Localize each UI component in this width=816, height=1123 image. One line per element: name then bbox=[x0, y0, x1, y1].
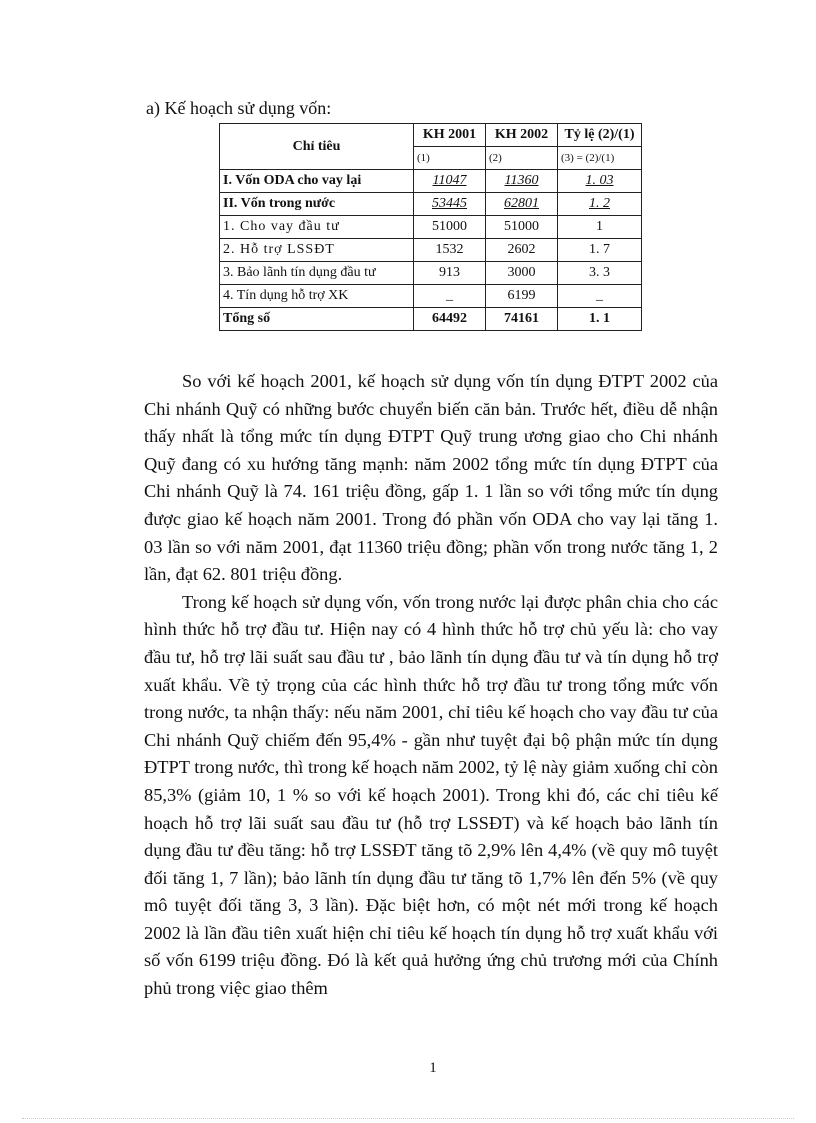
row-ratio: 3. 3 bbox=[558, 262, 642, 285]
row-kh2002: 74161 bbox=[486, 308, 558, 331]
row-label: 3. Bảo lãnh tín dụng đầu tư bbox=[220, 262, 414, 285]
row-label: II. Vốn trong nước bbox=[220, 193, 414, 216]
row-kh2001: 913 bbox=[414, 262, 486, 285]
table-header-row bbox=[220, 124, 642, 147]
subheader-ratio: (3) = (2)/(1) bbox=[558, 147, 642, 170]
row-kh2001: 51000 bbox=[414, 216, 486, 239]
page-number: 1 bbox=[429, 1060, 437, 1076]
row-kh2002: 6199 bbox=[486, 285, 558, 308]
row-kh2001: 64492 bbox=[414, 308, 486, 331]
row-ratio: _ bbox=[558, 285, 642, 308]
row-kh2002: 51000 bbox=[486, 216, 558, 239]
row-ratio: 1. 1 bbox=[558, 308, 642, 331]
row-label: I. Vốn ODA cho vay lại bbox=[220, 170, 414, 193]
paragraph: So với kế hoạch 2001, kế hoạch sử dụng vốn tín dụng ĐTPT 2002 của Chi nhánh Quỹ có những bước chuyển biến căn bản. Trước hết, điều dễ nhận thấy nhất là tổng mức tín dụng ĐTPT Quỹ trung ương giao cho Chi nhánh Quỹ đang có xu hướng tăng mạnh: năm 2002 tổng mức tín dụng ĐTPT của Chi nhánh Quỹ là 74. 161 triệu đồng, gấp 1. 1 lần so với tổng mức tín dụng được giao kế hoạch năm 2001. Trong đó phần vốn ODA cho vay lại tăng 1. 03 lần so với năm 2001, đạt 11360 triệu đồng; phần vốn trong nước tăng 1, 2 lần, đạt 62. 801 triệu đồng. bbox=[144, 371, 718, 585]
header-indicator: Chỉ tiêu bbox=[220, 124, 414, 170]
header-ratio: Tỷ lệ (2)/(1) bbox=[558, 124, 642, 147]
table-row bbox=[220, 285, 642, 308]
table-total-row bbox=[220, 308, 642, 331]
row-label: 1. Cho vay đầu tư bbox=[220, 216, 414, 239]
header-kh2001: KH 2001 bbox=[414, 124, 486, 147]
capital-plan-table bbox=[219, 123, 642, 331]
paragraph: Trong kế hoạch sử dụng vốn, vốn trong nước lại được phân chia cho các hình thức hỗ trợ đầu tư. Hiện nay có 4 hình thức hỗ trợ chủ yếu là: cho vay đầu tư, hỗ trợ lãi suất sau đầu tư , bảo lãnh tín dụng đầu tư và tín dụng hỗ trợ xuất khẩu. Về tỷ trọng của các hình thức hỗ trợ đầu tư trong tổng mức vốn trong nước, ta nhận thấy: nếu năm 2001, chỉ tiêu kế hoạch cho vay đầu tư của Chi nhánh Quỹ chiếm đến 95,4% - gần như tuyệt đại bộ phận mức tín dụng ĐTPT trong nước, thì trong kế hoạch năm 2002, tỷ lệ này giảm xuống chỉ còn 85,3% (giảm 10, 1 % so với kế hoạch 2001). Trong khi đó, các chỉ tiêu kế hoạch hỗ trợ lãi suất sau đầu tư (hỗ trợ LSSĐT) và kế hoạch bảo lãnh tín dụng đầu tư đều tăng: hỗ trợ LSSĐT tăng tõ 2,9% lên 4,4% (về quy mô tuyệt đối tăng 1, 7 lần); bảo lãnh tín dụng đầu tư tăng tõ 1,7% lên đến 5% (về quy mô tuyệt đối tăng 3, 3 lần). Đặc biệt hơn, có một nét mới trong kế hoạch 2002 là lần đầu tiên xuất hiện chỉ tiêu kế hoạch tín dụng hỗ trợ xuất khẩu với số vốn 6199 triệu đồng. Đó là kết quả hưởng ứng chủ trương mới của Chính phủ trong việc giao thêm bbox=[144, 591, 718, 999]
table-row bbox=[220, 170, 642, 193]
table-row bbox=[220, 193, 642, 216]
table-row bbox=[220, 239, 642, 262]
row-label: Tổng số bbox=[220, 308, 414, 331]
row-kh2002: 62801 bbox=[486, 193, 558, 216]
row-kh2002: 11360 bbox=[486, 170, 558, 193]
row-kh2001: 11047 bbox=[414, 170, 486, 193]
row-kh2001: 53445 bbox=[414, 193, 486, 216]
table-row bbox=[220, 216, 642, 239]
row-kh2001: 1532 bbox=[414, 239, 486, 262]
row-ratio: 1. 2 bbox=[558, 193, 642, 216]
body-text bbox=[144, 368, 718, 1003]
table-row bbox=[220, 262, 642, 285]
row-label: 4. Tín dụng hỗ trợ XK bbox=[220, 285, 414, 308]
subheader-kh2002: (2) bbox=[486, 147, 558, 170]
section-heading: a) Kế hoạch sử dụng vốn: bbox=[146, 98, 332, 118]
row-kh2002: 2602 bbox=[486, 239, 558, 262]
row-label: 2. Hỗ trợ LSSĐT bbox=[220, 239, 414, 262]
row-kh2001: _ bbox=[414, 285, 486, 308]
row-ratio: 1 bbox=[558, 216, 642, 239]
subheader-kh2001: (1) bbox=[414, 147, 486, 170]
page-footer-divider bbox=[22, 1118, 794, 1119]
row-kh2002: 3000 bbox=[486, 262, 558, 285]
row-ratio: 1. 03 bbox=[558, 170, 642, 193]
header-kh2002: KH 2002 bbox=[486, 124, 558, 147]
row-ratio: 1. 7 bbox=[558, 239, 642, 262]
